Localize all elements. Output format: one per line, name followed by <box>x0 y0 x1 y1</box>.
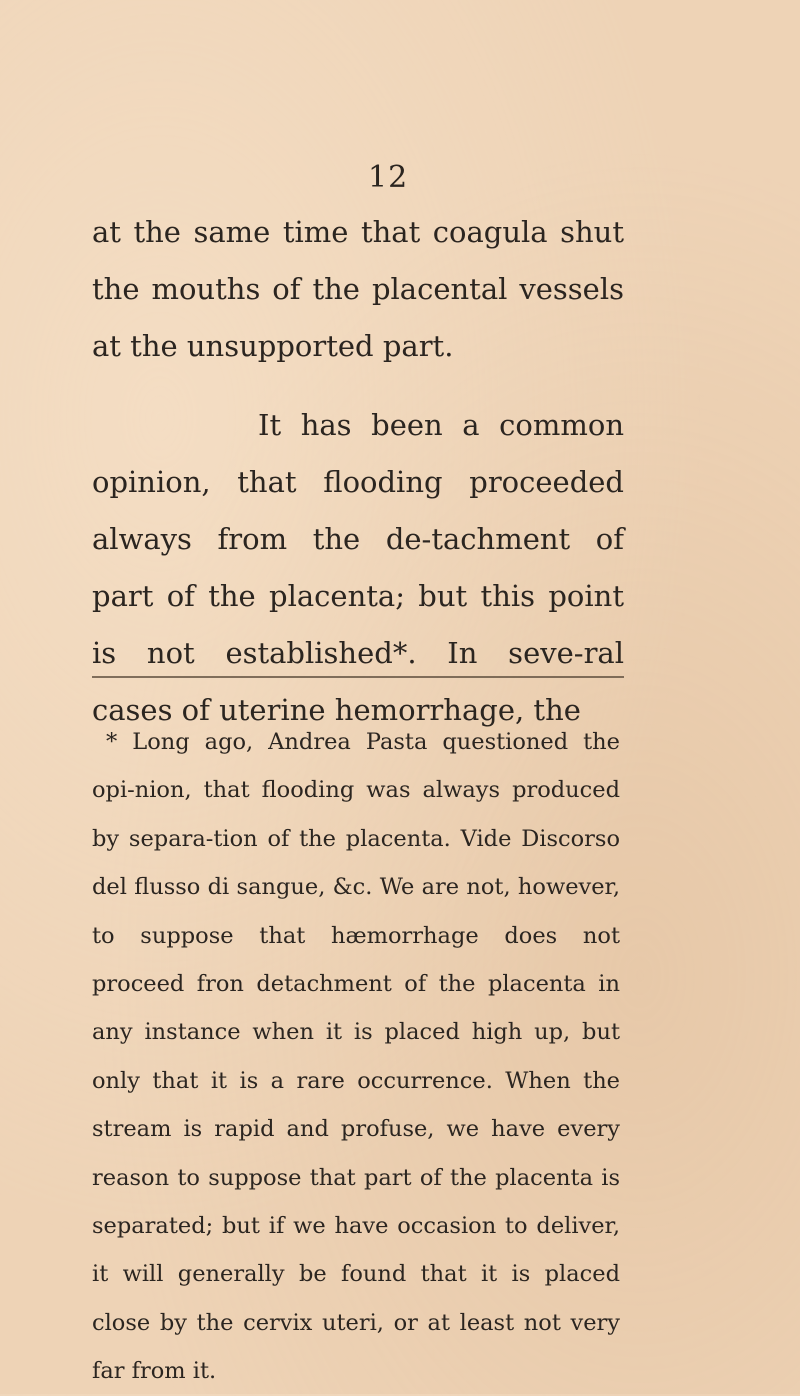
paragraph-common-opinion: It has been a common opinion, that flooding proceeded always from the de-tachment of part of the placenta; but this point is not established*. In seve-ral cases of uterine hemorrhage, the <box>92 408 624 727</box>
footnote-divider <box>92 676 624 678</box>
paragraph-continuation: at the same time that coagula shut the mouths of the placental vessels at the unsupported part. <box>92 215 624 363</box>
page-number: 12 <box>368 160 409 195</box>
body-text <box>92 204 624 739</box>
footnote: * Long ago, Andrea Pasta questioned the opi-nion, that flooding was always produced by separa-tion of the placenta. Vide Discorso del flusso di sangue, &c. We are not, however, to suppose that hæmorrhage does not proceed fron detachment of the placenta in any instance when it is placed high up, but only that it is a rare occurrence. When the stream is rapid and profuse, we have every reason to suppose that part of the placenta is separated; but if we have occasion to deliver, it will generally be found that it is placed close by the cervix uteri, or at least not very far from it. <box>92 729 620 1385</box>
